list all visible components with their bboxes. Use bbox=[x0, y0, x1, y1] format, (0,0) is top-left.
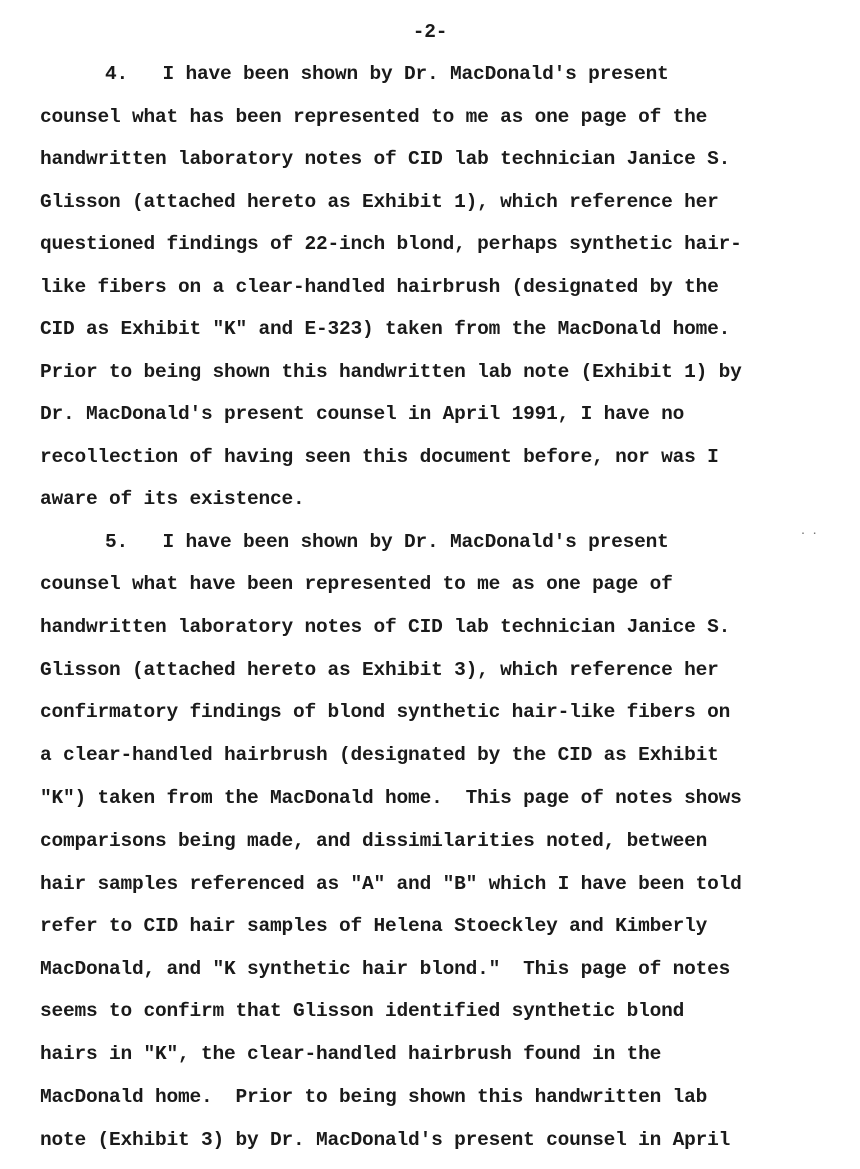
paragraph-5-line: MacDonald home. Prior to being shown this handwritten lab bbox=[40, 1086, 708, 1108]
paragraph-5-line: refer to CID hair samples of Helena Stoeckley and Kimberly bbox=[40, 915, 708, 937]
paragraph-4-line: CID as Exhibit "K" and E-323) taken from the MacDonald home. bbox=[40, 318, 731, 340]
paragraph-5-line: confirmatory findings of blond synthetic hair-like fibers on bbox=[40, 701, 731, 723]
paragraph-5-line: Glisson (attached hereto as Exhibit 3), which reference her bbox=[40, 659, 719, 681]
paragraph-4-line: Prior to being shown this handwritten lab note (Exhibit 1) by bbox=[40, 361, 742, 383]
paragraph-5-line: "K") taken from the MacDonald home. This page of notes shows bbox=[40, 787, 742, 809]
paragraph-4-line: like fibers on a clear-handled hairbrush (designated by the bbox=[40, 276, 719, 298]
paragraph-5-line: MacDonald, and "K synthetic hair blond." This page of notes bbox=[40, 958, 731, 980]
paragraph-4-line: recollection of having seen this document before, nor was I bbox=[40, 446, 719, 468]
scan-specks: · · bbox=[800, 529, 818, 540]
paragraph-5-line: seems to confirm that Glisson identified synthetic blond bbox=[40, 1000, 685, 1022]
paragraph-4-line: counsel what has been represented to me as one page of the bbox=[40, 106, 708, 128]
paragraph-4-line: handwritten laboratory notes of CID lab technician Janice S. bbox=[40, 148, 731, 170]
paragraph-5-line: hairs in "K", the clear-handled hairbrush found in the bbox=[40, 1043, 662, 1065]
paragraph-4-line: 4. I have been shown by Dr. MacDonald's present bbox=[105, 63, 669, 85]
paragraph-5-line: handwritten laboratory notes of CID lab technician Janice S. bbox=[40, 616, 731, 638]
paragraph-5-line: counsel what have been represented to me as one page of bbox=[40, 573, 673, 595]
paragraph-5-line: 5. I have been shown by Dr. MacDonald's present bbox=[105, 531, 669, 553]
paragraph-5-line: note (Exhibit 3) by Dr. MacDonald's present counsel in April bbox=[40, 1129, 731, 1151]
paragraph-4-line: Dr. MacDonald's present counsel in April 1991, I have no bbox=[40, 403, 685, 425]
paragraph-5-line: comparisons being made, and dissimilarities noted, between bbox=[40, 830, 708, 852]
paragraph-5-line: a clear-handled hairbrush (designated by the CID as Exhibit bbox=[40, 744, 719, 766]
page-number: -2- bbox=[412, 21, 448, 43]
paragraph-4-line: questioned findings of 22-inch blond, perhaps synthetic hair- bbox=[40, 233, 742, 255]
paragraph-4-line: Glisson (attached hereto as Exhibit 1), which reference her bbox=[40, 191, 719, 213]
paragraph-5-line: hair samples referenced as "A" and "B" which I have been told bbox=[40, 873, 742, 895]
paragraph-4-line: aware of its existence. bbox=[40, 488, 305, 510]
